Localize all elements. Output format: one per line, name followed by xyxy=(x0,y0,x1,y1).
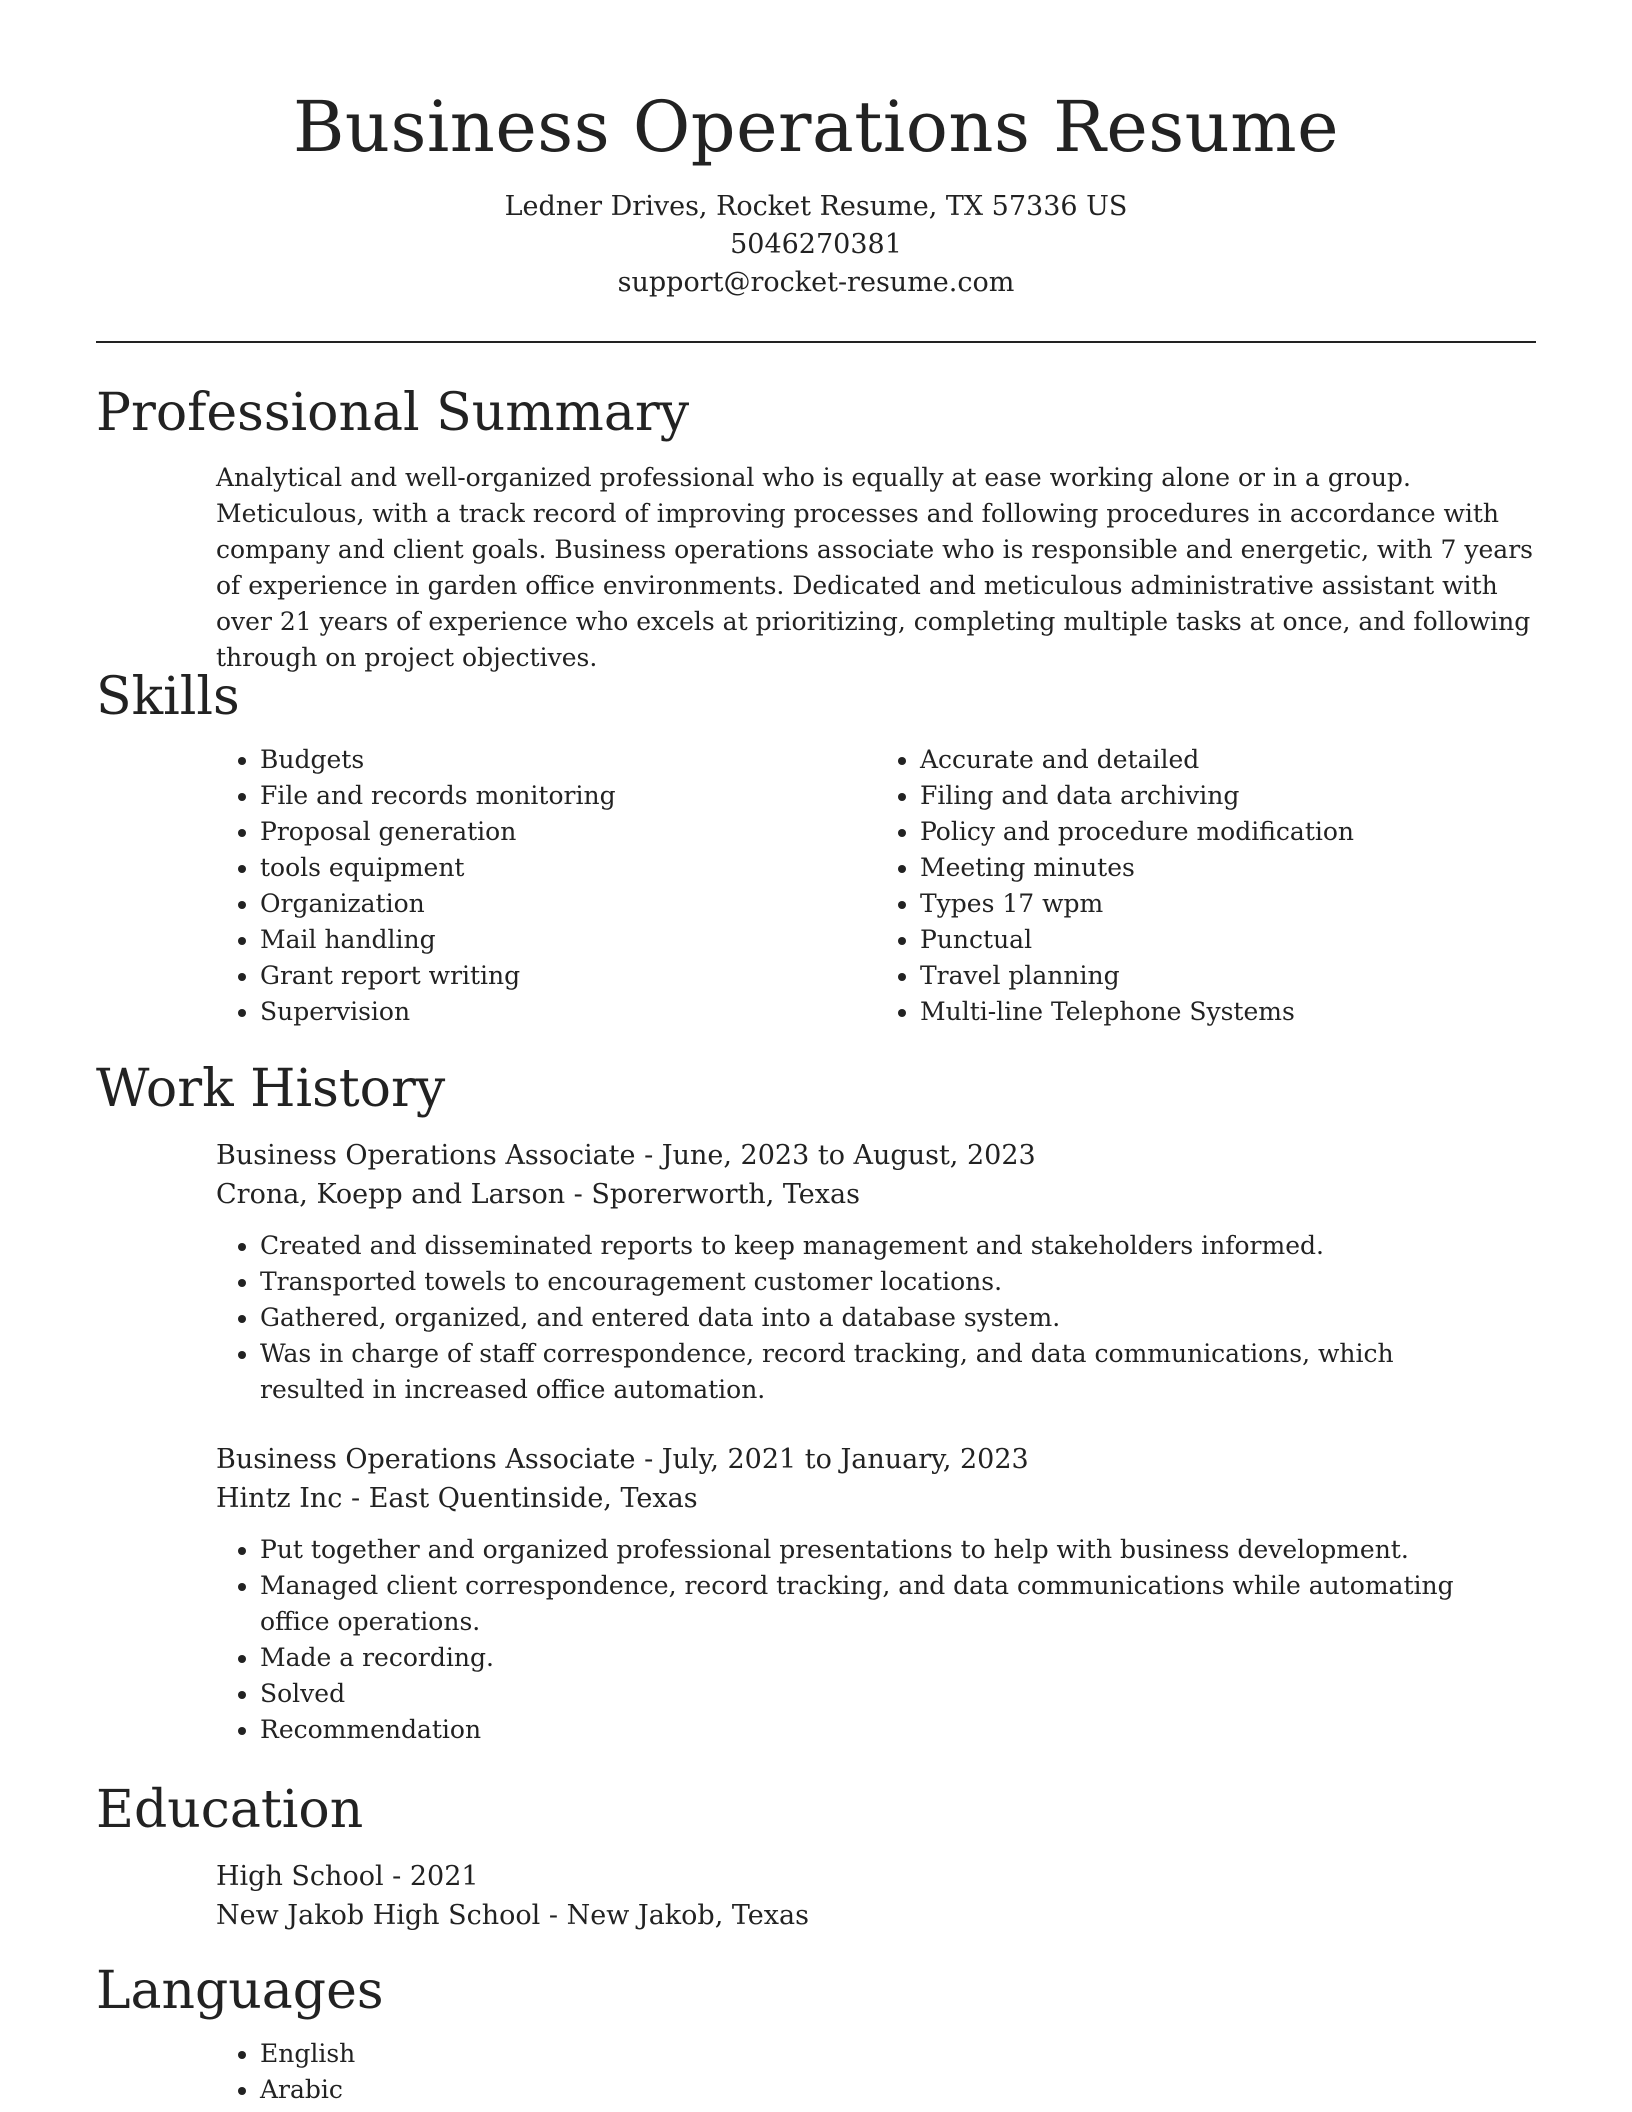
skill-item: • Filing and data archiving xyxy=(920,778,1536,814)
work-history-heading: Work History xyxy=(96,1059,446,1119)
skill-item: • tools equipment xyxy=(260,850,876,886)
languages-heading: Languages xyxy=(96,1961,384,2021)
skills-list-left xyxy=(216,742,876,1030)
languages-section xyxy=(96,1960,1536,2108)
skill-item: • File and records monitoring xyxy=(260,778,876,814)
job-bullet: • Solved xyxy=(260,1676,1460,1712)
summary-section xyxy=(96,382,1536,676)
resume-title: Business Operations Resume xyxy=(292,86,1340,168)
phone-text: 5046270381 xyxy=(730,229,902,260)
language-item: • Arabic xyxy=(260,2072,1536,2108)
job-company-line xyxy=(216,1479,1536,1518)
job-bullet: • Recommendation xyxy=(260,1712,1460,1748)
job-title: Business Operations Associate xyxy=(216,1444,636,1475)
summary-text: Analytical and well-organized professional who is equally at ease working alone or in a group. Meticulous, with a track record of improving processes and following procedures in accordance with company and client goals. Business operations associate who is responsible and energetic, with 7 years of experience in garden office environments. Dedicated and meticulous administrative assistant with over 21 years of experience who excels at prioritizing, completing multiple tasks at once, and following through on project objectives. xyxy=(216,463,1533,672)
job-bullets xyxy=(96,1228,1536,1408)
skill-item: • Supervision xyxy=(260,994,876,1030)
education-location: - New Jakob, Texas xyxy=(540,1900,809,1931)
job-bullet: • Created and disseminated reports to keep management and stakeholders informed. xyxy=(260,1228,1460,1264)
skill-item: • Meeting minutes xyxy=(920,850,1536,886)
job-location: - Sporerworth, Texas xyxy=(565,1179,860,1210)
email-text: support@rocket-resume.com xyxy=(617,267,1015,298)
job-dates: - June, 2023 to August, 2023 xyxy=(635,1140,1036,1171)
job-location: - East Quentinside, Texas xyxy=(342,1483,698,1514)
skill-item: • Punctual xyxy=(920,922,1536,958)
education-section xyxy=(96,1779,1536,1935)
languages-list xyxy=(216,2036,1536,2108)
job-title-line xyxy=(216,1136,1536,1175)
header-divider xyxy=(96,341,1536,343)
job-title-line xyxy=(216,1440,1536,1479)
skill-item: • Multi-line Telephone Systems xyxy=(920,994,1536,1030)
job-bullets xyxy=(96,1532,1536,1748)
skill-item: • Mail handling xyxy=(260,922,876,958)
job-bullet: • Put together and organized professional presentations to help with business development. xyxy=(260,1532,1460,1568)
skill-item: • Policy and procedure modification xyxy=(920,814,1536,850)
job-company: Crona, Koepp and Larson xyxy=(216,1179,566,1210)
job-dates: - July, 2021 to January, 2023 xyxy=(635,1444,1029,1475)
education-entry xyxy=(216,1857,1536,1935)
skill-item: • Types 17 wpm xyxy=(920,886,1536,922)
education-degree-line xyxy=(216,1857,1536,1896)
skills-list-right xyxy=(876,742,1536,1030)
education-heading: Education xyxy=(96,1780,364,1840)
skill-item: • Grant report writing xyxy=(260,958,876,994)
education-school-line xyxy=(216,1896,1536,1935)
language-item: • English xyxy=(260,2036,1536,2072)
summary-heading: Professional Summary xyxy=(96,383,690,443)
job-bullet: • Transported towels to encouragement customer locations. xyxy=(260,1264,1460,1300)
work-history-section xyxy=(96,1058,1536,1748)
skill-item: • Organization xyxy=(260,886,876,922)
address-text: Ledner Drives, Rocket Resume, TX 57336 US xyxy=(504,191,1128,222)
job-bullet: • Made a recording. xyxy=(260,1640,1460,1676)
skills-heading: Skills xyxy=(96,667,240,727)
resume-header xyxy=(0,0,1632,302)
job-bullet: • Was in charge of staff correspondence, record tracking, and data communications, which resulted in increased office automation. xyxy=(260,1336,1460,1408)
job-bullet: • Gathered, organized, and entered data into a database system. xyxy=(260,1300,1460,1336)
job-entry xyxy=(216,1440,1536,1748)
skill-item: • Accurate and detailed xyxy=(920,742,1536,778)
education-school: New Jakob High School xyxy=(216,1900,541,1931)
job-company-line xyxy=(216,1175,1536,1214)
education-degree: High School xyxy=(216,1861,384,1892)
job-title: Business Operations Associate xyxy=(216,1140,636,1171)
job-entry xyxy=(216,1136,1536,1408)
job-bullet: • Managed client correspondence, record tracking, and data communications while automating office operations. xyxy=(260,1568,1460,1640)
languages-list-wrap xyxy=(216,2036,1536,2108)
contact-info xyxy=(0,188,1632,302)
skill-item: • Travel planning xyxy=(920,958,1536,994)
skill-item: • Proposal generation xyxy=(260,814,876,850)
education-year: - 2021 xyxy=(383,1861,479,1892)
skill-item: • Budgets xyxy=(260,742,876,778)
skills-grid xyxy=(216,742,1536,1030)
job-company: Hintz Inc xyxy=(216,1483,343,1514)
skills-section xyxy=(96,666,1536,1030)
